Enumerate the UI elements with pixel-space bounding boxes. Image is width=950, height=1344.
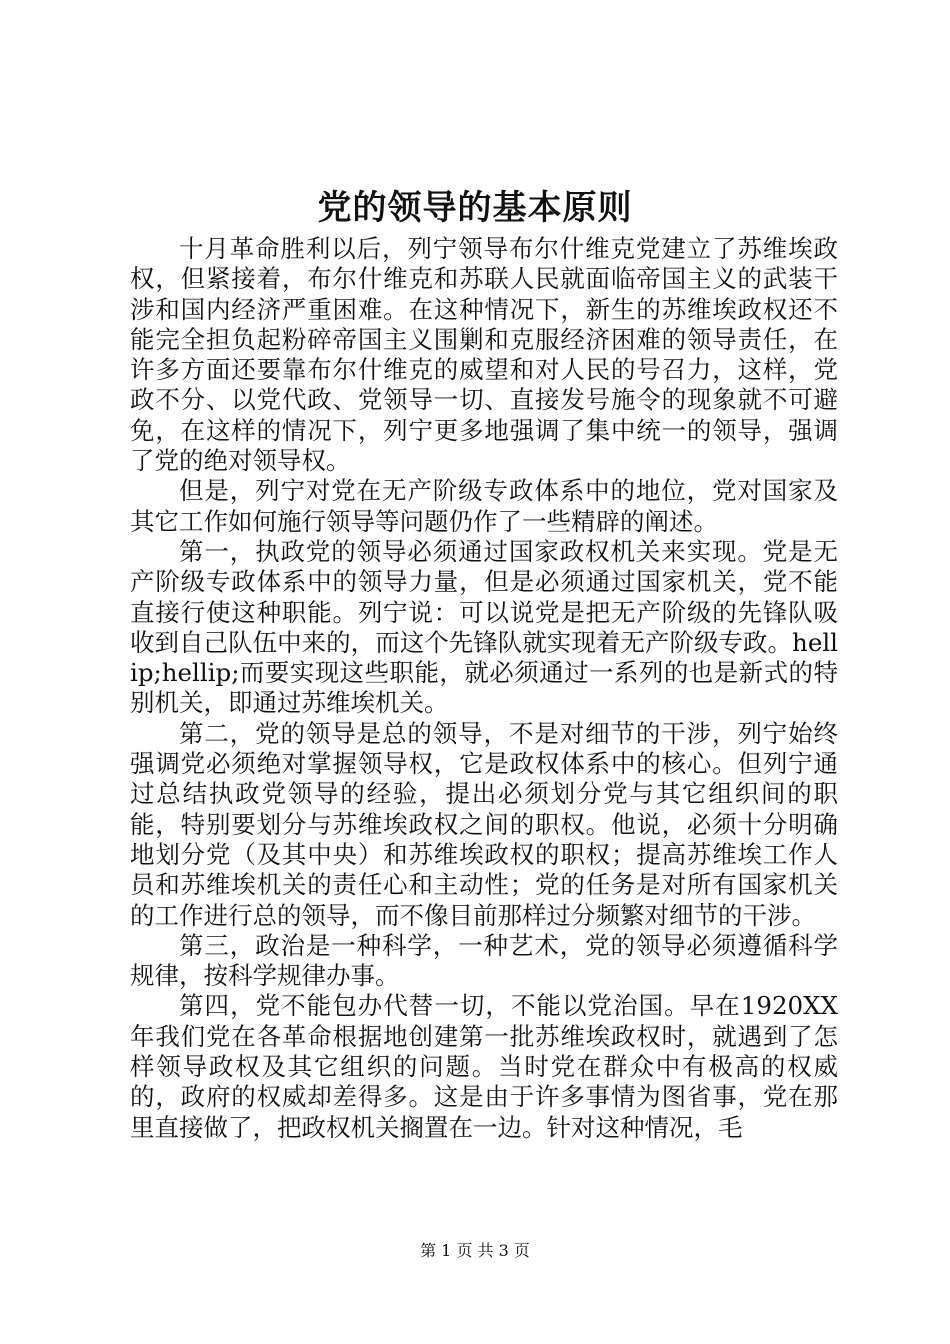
paragraph-3: 第一，执政党的领导必须通过国家政权机关来实现。党是无产阶级专政体系中的领导力量，但是必须通过国家机关，党不能直接行使这种职能。列宁说：可以说党是把无产阶级的先锋队吸收到自己队伍中来的，而这个先锋队就实现着无产阶级专政。hellip;hellip;而要实现这些职能，就必须通过一系列的也是新式的特别机关，即通过苏维埃机关。 <box>130 536 838 718</box>
paragraph-6: 第四，党不能包办代替一切，不能以党治国。早在1920XX年我们党在各革命根据地创建第一批苏维埃政权时，就遇到了怎样领导政权及其它组织的问题。当时党在群众中有极高的权威的，政府的权威却差得多。这是由于许多事情为图省事，党在那里直接做了，把政权机关搁置在一边。针对这种情况，毛 <box>130 991 838 1142</box>
paragraph-1: 十月革命胜利以后，列宁领导布尔什维克党建立了苏维埃政权，但紧接着，布尔什维克和苏联人民就面临帝国主义的武装干涉和国内经济严重困难。在这种情况下，新生的苏维埃政权还不能完全担负起粉碎帝国主义围剿和克服经济困难的领导责任，在许多方面还要靠布尔什维克的威望和对人民的号召力，这样，党政不分、以党代政、党领导一切、直接发号施令的现象就不可避免，在这样的情况下，列宁更多地强调了集中统一的领导，强调了党的绝对领导权。 <box>130 234 838 476</box>
paragraph-2: 但是，列宁对党在无产阶级专政体系中的地位，党对国家及其它工作如何施行领导等问题仍作了一些精辟的阐述。 <box>130 476 838 536</box>
document-title: 党的领导的基本原则 <box>317 188 633 228</box>
paragraph-5: 第三，政治是一种科学，一种艺术，党的领导必须遵循科学规律，按科学规律办事。 <box>130 930 838 991</box>
paragraph-4: 第二，党的领导是总的领导，不是对细节的干涉，列宁始终强调党必须绝对掌握领导权，它是政权体系中的核心。但列宁通过总结执政党领导的经验，提出必须划分党与其它组织间的职能，特别要划分与苏维埃政权之间的职权。他说，必须十分明确地划分党（及其中央）和苏维埃政权的职权；提高苏维埃工作人员和苏维埃机关的责任心和主动性；党的任务是对所有国家机关的工作进行总的领导，而不像目前那样过分频繁对细节的干涉。 <box>130 718 838 930</box>
page-footer: 第 1 页 共 3 页 <box>420 1241 530 1260</box>
document-body <box>130 234 838 1143</box>
